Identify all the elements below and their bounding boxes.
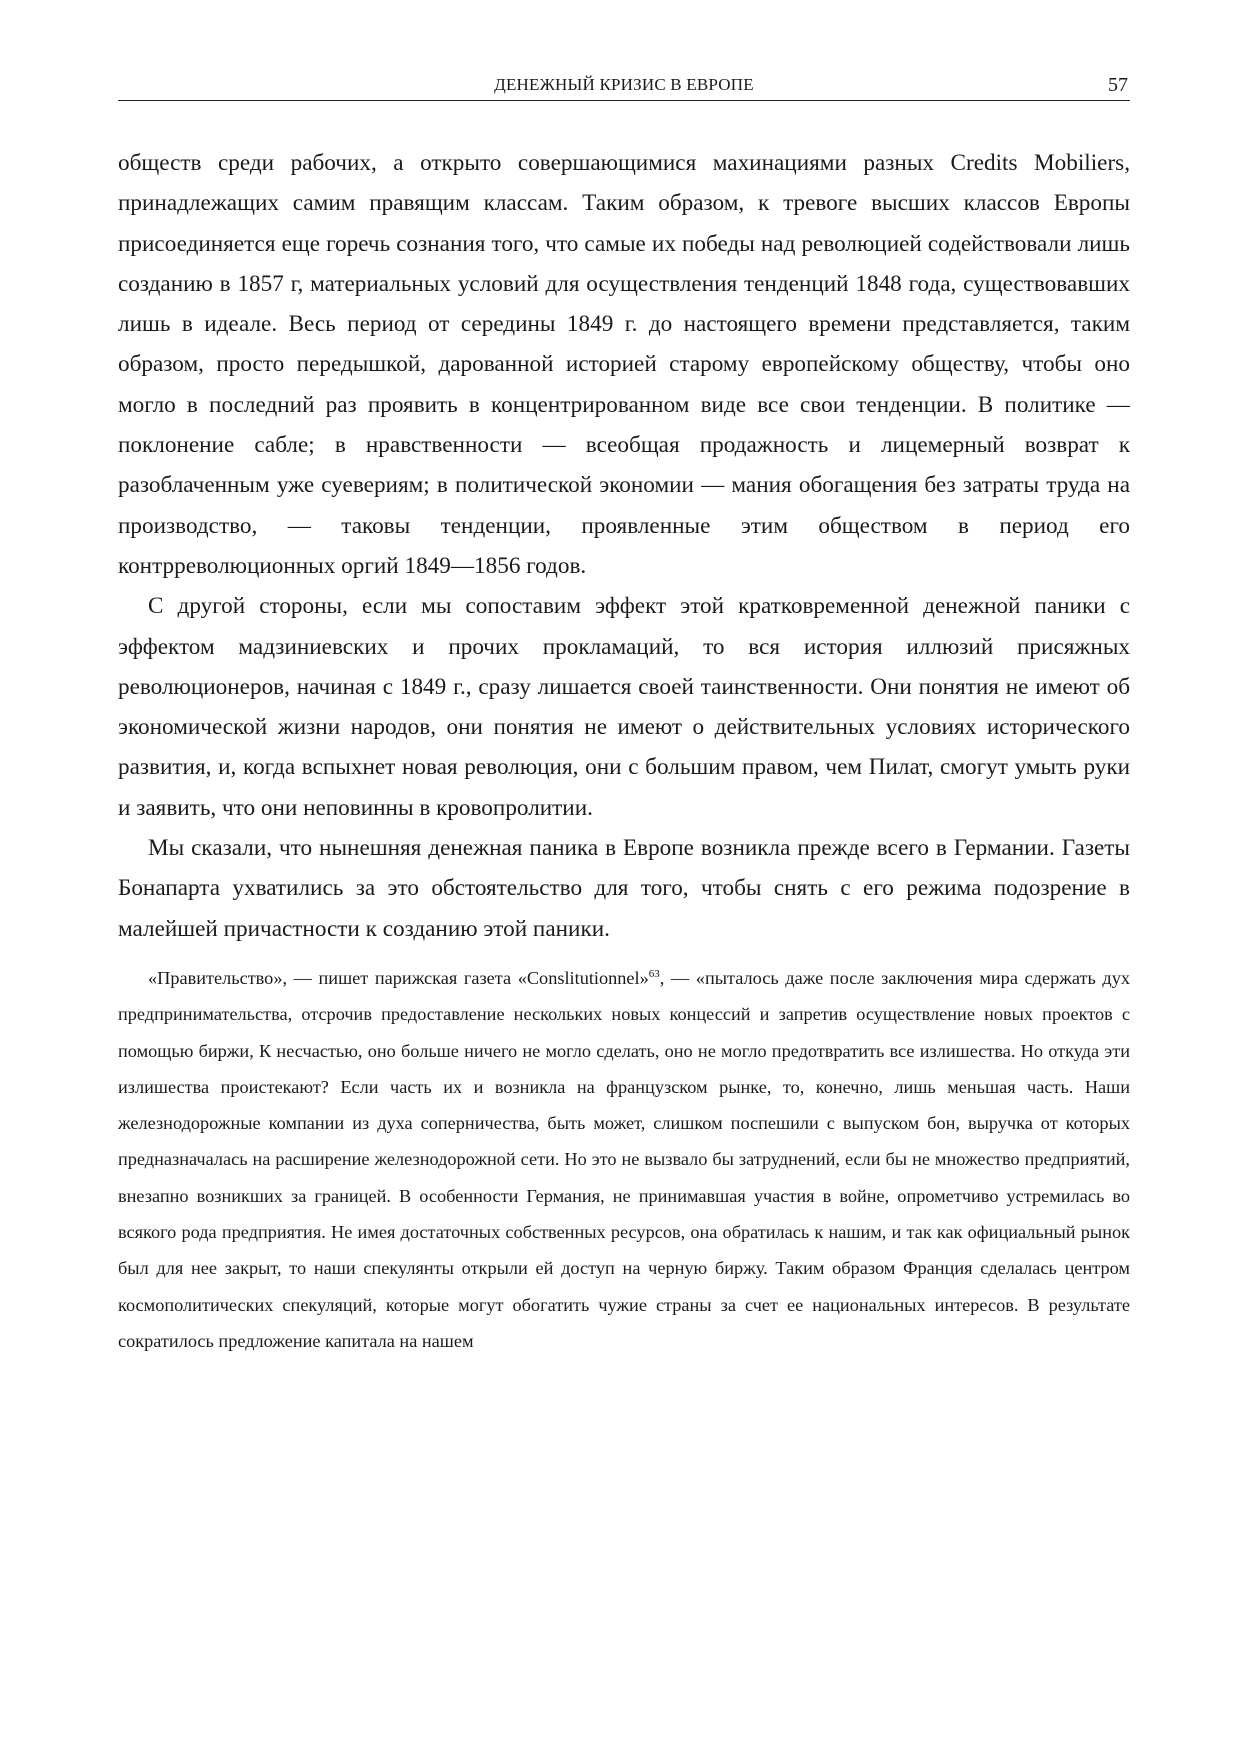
paragraph-continuation: обществ среди рабочих, а открыто совершающимися махинациями разных Credits Mobiliers, принадлежащих самим правящим классам. Таким образом, к тревоге высших классов Европы присоединяется еще горечь сознания того, что самые их победы над революцией содействовали лишь созданию в 1857 г, материальных условий для осуществления тенденций 1848 года, существовавших лишь в идеале. Весь период от середины 1849 г. до настоящего времени представляется, таким образом, просто передышкой, дарованной историей старому европейскому обществу, чтобы оно могло в последний раз проявить в концентрированном виде все свои тенденции. В политике — поклонение сабле; в нравственности — всеобщая продажность и лицемерный возврат к разоблаченным уже суевериям; в политической экономии — мания обогащения без затраты труда на производство, — таковы тенденции, проявленные этим обществом в период его контрреволюционных оргий 1849—1856 годов. — [118, 150, 1130, 579]
quotation-paragraph — [118, 960, 1130, 1359]
running-header — [118, 70, 1130, 101]
body-text — [118, 143, 1130, 949]
quotation-block — [118, 960, 1130, 1359]
paragraph-germany-panic: Мы сказали, что нынешняя денежная паника в Европе возникла прежде всего в Германии. Газеты Бонапарта ухватились за это обстоятельство для того, чтобы снять с его режима подозрение в малейшей причастности к созданию этой паники. — [118, 835, 1130, 942]
footnote-reference[interactable]: 63 — [648, 967, 660, 980]
paragraph-revolutionaries: С другой стороны, если мы сопоставим эффект этой кратковременной денежной паники с эффектом мадзиниевских и прочих прокламаций, то вся история иллюзий присяжных революционеров, начиная с 1849 г., сразу лишается своей таинственности. Они понятия не имеют об экономической жизни народов, они понятия не имеют о действительных условиях исторического развития, и, когда вспыхнет новая революция, они с большим правом, чем Пилат, смогут умыть руки и заявить, что они неповинны в кровопролитии. — [118, 593, 1130, 821]
quotation-text-rest: , — «пыталось даже после заключения мира сдержать дух предпринимательства, отсрочив предоставление нескольких новых концессий и запретив осуществление новых проектов с помощью биржи, К несчастью, оно больше ничего не могло сделать, оно не могло предотвратить все излишества. Но откуда эти излишества проистекают? Если часть их и возникла на французском рынке, то, конечно, лишь меньшая часть. Наши железнодорожные компании из духа соперничества, быть может, слишком поспешили с выпуском бон, выручка от которых предназначалась на расширение железнодорожной сети. Но это не вызвало бы затруднений, если бы не множество предприятий, внезапно возникших за границей. В особенности Германия, не принимавшая участия в войне, опрометчиво устремилась во всякого рода предприятия. Не имея достаточных собственных ресурсов, она обратилась к нашим, и так как официальный рынок был для нее закрыт, то наши спекулянты открыли ей доступ на черную биржу. Таким образом Франция сделалась центром космополитических спекуляций, которые могут обогатить чужие страны за счет ее национальных интересов. В результате сократилось предложение капитала на нашем — [118, 967, 1130, 1351]
quotation-text-start: «Правительство», — пишет парижская газета «Conslitutionnel» — [148, 967, 649, 988]
page-number: 57 — [1108, 74, 1128, 96]
running-header-title: ДЕНЕЖНЫЙ КРИЗИС В ЕВРОПЕ — [494, 75, 754, 94]
book-page — [118, 70, 1130, 1359]
